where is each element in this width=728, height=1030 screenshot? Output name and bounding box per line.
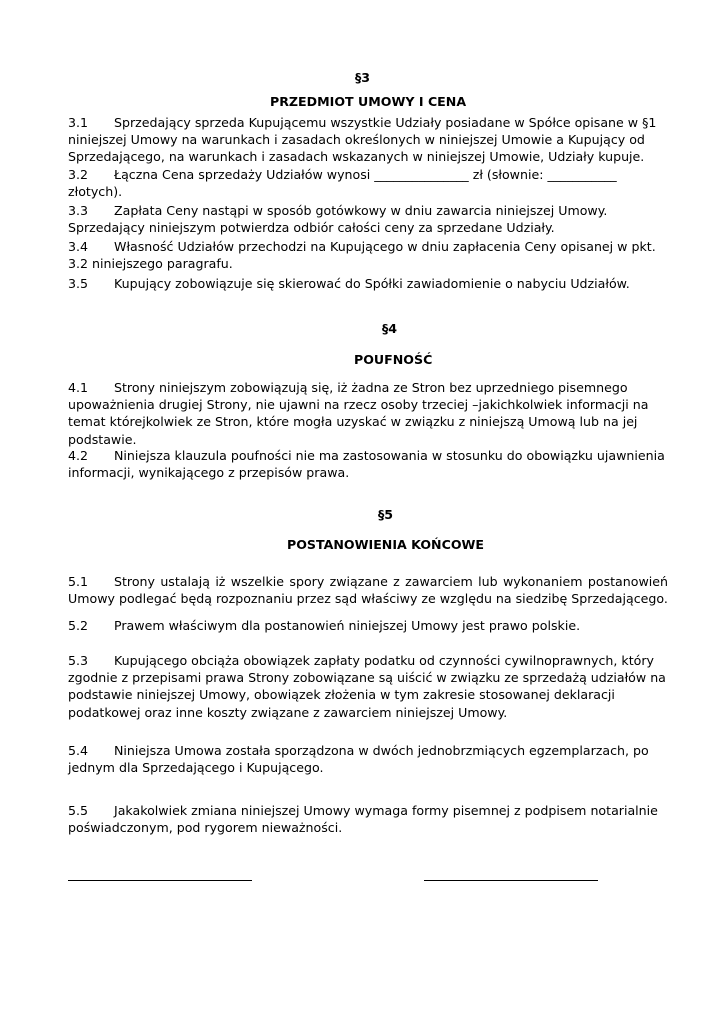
clause-number: 3.3: [68, 203, 89, 218]
clause-text: Niniejsza Umowa została sporządzona w dwóch jednobrzmiących egzemplarzach, po jednym dla Sprzedającego i Kupującego.: [68, 743, 649, 776]
clause-number: 5.5: [68, 803, 89, 818]
clause-number: 5.1: [68, 574, 89, 589]
clause-text: Prawem właściwym dla postanowień niniejszej Umowy jest prawo polskie.: [114, 618, 581, 633]
section-3-title: PRZEDMIOT UMOWY I CENA: [270, 94, 467, 109]
clause-3-5: [68, 275, 668, 292]
clause-5-5: [68, 802, 668, 836]
clause-number: 3.4: [68, 239, 89, 254]
signature-line-seller: [68, 880, 252, 882]
clause-3-2: [68, 166, 668, 200]
clause-text: Łączna Cena sprzedaży Udziałów wynosi _______________ zł (słownie: ___________ złotych).: [68, 167, 617, 200]
clause-number: 3.2: [68, 167, 89, 182]
clause-4-2: [68, 447, 668, 481]
section-5-title: POSTANOWIENIA KOŃCOWE: [287, 537, 485, 552]
clause-text: Sprzedający sprzeda Kupującemu wszystkie Udziały posiadane w Spółce opisane w §1 niniejszej Umowy na warunkach i zasadach określonych w niniejszej Umowie a Kupujący od Sprzedającego, na warunkach i zasadach wskazanych w niniejszej Umowie, Udziały kupuje.: [68, 115, 657, 165]
section-5-number: §5: [378, 507, 394, 522]
clause-text: Niniejsza klauzula poufności nie ma zastosowania w stosunku do obowiązku ujawnienia informacji, wynikającego z przepisów prawa.: [68, 448, 665, 481]
clause-text: Kupującego obciąża obowiązek zapłaty podatku od czynności cywilnoprawnych, który zgodnie z przepisami prawa Strony zobowiązane są uiścić w związku ze sprzedażą udziałów na podstawie niniejszej Umowy, obowiązek złożenia w tym zakresie stosowanej deklaracji podatkowej oraz inne koszty związane z zawarciem niniejszej Umowy.: [68, 653, 666, 720]
signature-line-buyer: [424, 880, 598, 882]
clause-number: 3.1: [68, 115, 89, 130]
clause-3-1: [68, 114, 668, 166]
clause-3-3: [68, 202, 668, 236]
clause-text: Strony niniejszym zobowiązują się, iż żadna ze Stron bez uprzedniego pisemnego upoważnienia drugiej Strony, nie ujawni na rzecz osoby trzeciej –jakichkolwiek informacji na temat którejkolwiek ze Stron, które mogła uzyskać w związku z niniejszą Umową lub na jej podstawie.: [68, 380, 649, 447]
clause-5-1: [68, 573, 668, 607]
clause-number: 5.4: [68, 743, 89, 758]
clause-text: Zapłata Ceny nastąpi w sposób gotówkowy w dniu zawarcia niniejszej Umowy. Sprzedający niniejszym potwierdza odbiór całości ceny za sprzedane Udziały.: [68, 203, 608, 236]
clause-5-3: [68, 652, 668, 721]
section-4-title: POUFNOŚĆ: [354, 352, 433, 367]
clause-5-2: [68, 617, 668, 634]
clause-number: 5.2: [68, 618, 89, 633]
clause-4-1: [68, 379, 668, 448]
section-3-number: §3: [355, 70, 371, 85]
clause-number: 3.5: [68, 276, 89, 291]
clause-text: Własność Udziałów przechodzi na Kupującego w dniu zapłacenia Ceny opisanej w pkt. 3.2 niniejszego paragrafu.: [68, 239, 656, 272]
clause-number: 4.1: [68, 380, 89, 395]
clause-5-4: [68, 742, 668, 776]
clause-text: Kupujący zobowiązuje się skierować do Spółki zawiadomienie o nabyciu Udziałów.: [114, 276, 630, 291]
clause-text: Strony ustalają iż wszelkie spory związane z zawarciem lub wykonaniem postanowień Umowy podlegać będą rozpoznaniu przez sąd właściwy ze względu na siedzibę Sprzedającego.: [68, 574, 668, 607]
section-4-number: §4: [382, 321, 398, 336]
clause-3-4: [68, 238, 668, 272]
clause-number: 4.2: [68, 448, 89, 463]
clause-number: 5.3: [68, 653, 89, 668]
clause-text: Jakakolwiek zmiana niniejszej Umowy wymaga formy pisemnej z podpisem notarialnie poświadczonym, pod rygorem nieważności.: [68, 803, 658, 836]
